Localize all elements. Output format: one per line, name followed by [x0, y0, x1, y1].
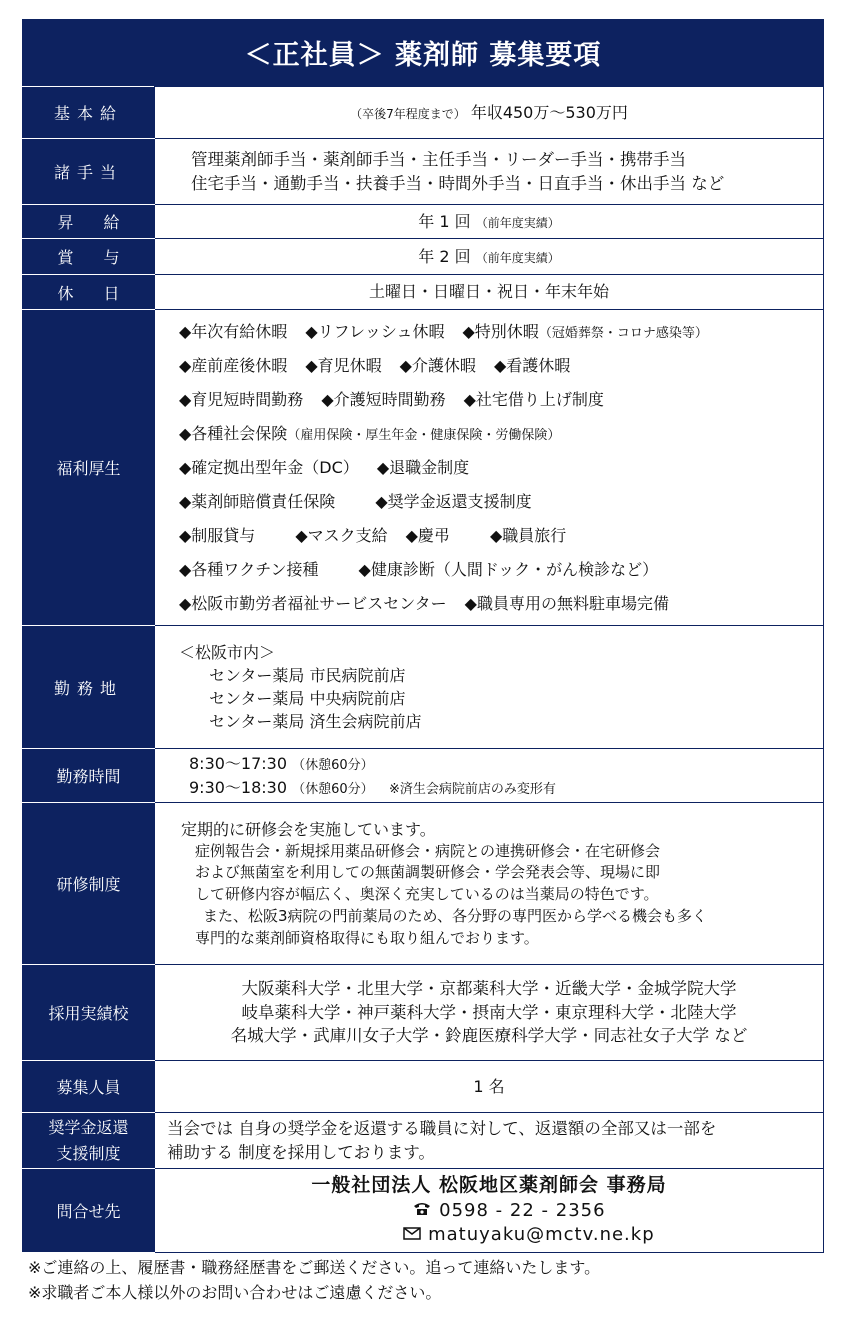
welfare-list — [155, 310, 824, 626]
training-value: 定期的に研修会を実施しています。 症例報告会・新規採用薬品研修会・病院との連携研修会・在宅研修会 および無菌室を利用しての無菌調製研修会・学会発表会等、現場に即 して研修内容が幅広く、奥深く充実しているのは当薬局の特色です。 また、松阪3病院の門前薬局のため、各分野の専門医から学べる機会も多く 専門的な薬剤師資格取得にも取り組んでおります。 — [155, 803, 824, 965]
welfare-label: 福利厚生 — [23, 310, 155, 626]
training-label: 研修制度 — [23, 803, 155, 965]
bonus-value: 年 2 回 （前年度実績） — [155, 239, 824, 275]
contact-org: 一般社団法人 松阪地区薬剤師会 事務局 — [311, 1174, 667, 1197]
hours-label: 勤務時間 — [23, 749, 155, 803]
welfare-line: ◆松阪市勤労者福祉サービスセンター ◆職員専用の無料駐車場完備 — [179, 593, 669, 613]
contact-value — [155, 1169, 824, 1253]
footer-notes — [28, 1255, 600, 1305]
openings-label: 募集人員 — [23, 1061, 155, 1113]
welfare-line: ◆年次有給休暇 ◆リフレッシュ休暇 ◆特別休暇（冠婚葬祭・コロナ感染等） — [179, 321, 708, 341]
welfare-line: ◆各種社会保険（雇用保険・厚生年金・健康保険・労働保険） — [179, 423, 561, 443]
holiday-value: 土曜日・日曜日・祝日・年末年始 — [155, 275, 824, 310]
welfare-line: ◆制服貸与 ◆マスク支給 ◆慶弔 ◆職員旅行 — [179, 525, 567, 545]
schools-label: 採用実績校 — [23, 965, 155, 1061]
welfare-line: ◆産前産後休暇 ◆育児休暇 ◆介護休暇 ◆看護休暇 — [179, 355, 571, 375]
salary-value: （卒後7年程度まで） 年収450万～530万円 — [155, 87, 824, 139]
raise-value: 年 1 回 （前年度実績） — [155, 205, 824, 239]
footer-note: ※ご連絡の上、履歴書・職務経歴書をご郵送ください。追って連絡いたします。 — [28, 1258, 601, 1277]
recruitment-sheet — [22, 19, 824, 1253]
salary-label: 基本給 — [23, 87, 155, 139]
email-address[interactable]: matuyaku@mctv.ne.kp — [428, 1224, 655, 1246]
location-label: 勤務地 — [23, 626, 155, 749]
hours-value: 8:30～17:30 （休憩60分） 9:30～18:30 （休憩60分） ※済生会病院前店のみ変形有 — [155, 749, 824, 803]
location-value: ＜松阪市内＞ センター薬局 市民病院前店 センター薬局 中央病院前店 センター薬局 済生会病院前店 — [155, 626, 824, 749]
allowance-value: 管理薬剤師手当・薬剤師手当・主任手当・リーダー手当・携帯手当 住宅手当・通勤手当・扶養手当・時間外手当・日直手当・休出手当 など — [155, 139, 824, 205]
holiday-label: 休日 — [23, 275, 155, 310]
welfare-line: ◆確定拠出型年金（DC） ◆退職金制度 — [179, 457, 470, 477]
allowance-label: 諸手当 — [23, 139, 155, 205]
welfare-line: ◆薬剤師賠償責任保険 ◆奨学金返還支援制度 — [179, 491, 532, 511]
bonus-label: 賞与 — [23, 239, 155, 275]
footer-note: ※求職者ご本人様以外のお問い合わせはご遠慮ください。 — [28, 1283, 442, 1302]
welfare-line: ◆各種ワクチン接種 ◆健康診断（人間ドック・がん検診など） — [179, 559, 659, 579]
scholarship-value: 当会では 自身の奨学金を返還する職員に対して、返還額の全部又は一部を 補助する 制度を採用しております。 — [155, 1113, 824, 1169]
phone-icon — [412, 1200, 439, 1221]
page-title: ＜正社員＞ 薬剤師 募集要項 — [22, 19, 824, 86]
scholarship-label: 奨学金返還 支援制度 — [23, 1113, 155, 1169]
mail-icon — [403, 1224, 428, 1245]
schools-value: 大阪薬科大学・北里大学・京都薬科大学・近畿大学・金城学院大学 岐阜薬科大学・神戸薬科大学・摂南大学・東京理科大学・北陸大学 名城大学・武庫川女子大学・鈴鹿医療科学大学・同志社女子大学 など — [155, 965, 824, 1061]
raise-label: 昇給 — [23, 205, 155, 239]
welfare-line: ◆育児短時間勤務 ◆介護短時間勤務 ◆社宅借り上げ制度 — [179, 389, 604, 409]
requirements-table — [22, 86, 824, 1253]
phone-number[interactable]: 0598 - 22 - 2356 — [439, 1200, 606, 1222]
openings-value: 1 名 — [155, 1061, 824, 1113]
contact-label: 問合せ先 — [23, 1169, 155, 1253]
